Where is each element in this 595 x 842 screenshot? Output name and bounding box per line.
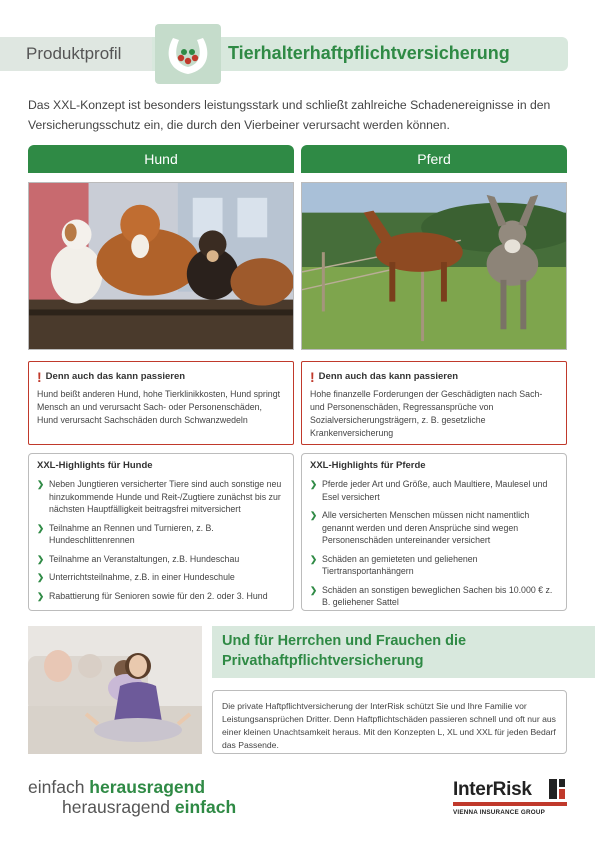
highlights-title: XXL-Highlights für Pferde [310, 460, 426, 471]
brand-bar [453, 802, 567, 806]
warning-icon: ! [37, 368, 42, 385]
family-photo [28, 626, 202, 754]
column-header-hund: Hund [28, 145, 294, 173]
dogs-photo [28, 182, 294, 350]
header-left-panel [0, 37, 152, 71]
column-header-pferd: Pferd [301, 145, 567, 173]
warning-text: Hohe finanzelle Forderungen der Geschädigten nach Sach- und Personenschäden, Regressansprüche von Sozialversicherungsträgern, z. B. gesetzliche Krankenversicherung [310, 389, 543, 438]
list-item: ❯ Unterrichtsteilnahme, z.B. in einer Hundeschule [37, 571, 285, 584]
brand-subtitle: VIENNA INSURANCE GROUP [453, 809, 545, 816]
private-text: Die private Haftpflichtversicherung der InterRisk schützt Sie und Ihre Familie vor Leistungsansprüchen Dritter. Denn Haftpflichtschäden passieren schnell und oft nur aus einer kleinen Unachtsamkeit heraus. Mit den Konzepten L, XL und XXL für jeden Bedarf das Passende. [212, 690, 567, 754]
interrisk-logo [453, 775, 573, 819]
slogan-line-1: einfach herausragend [28, 777, 206, 797]
list-item: ❯ Schäden an gemieteten und geliehenen Tiertransportanhängern [310, 553, 558, 578]
horses-photo [301, 182, 567, 350]
header-label: Produktprofil [26, 44, 122, 63]
horseshoe-logo-icon [155, 24, 221, 84]
highlights-list [310, 478, 558, 609]
warning-box-pferd [301, 361, 567, 445]
warning-title: Denn auch das kann passieren [45, 371, 186, 382]
list-item: ❯ Neben Jungtieren versicherter Tiere sind auch sonstige neu hinzukommende Hunde und Reit-/Zugtiere zunächst bis zur nächsten Hauptfälligkeit beitragsfrei mitversichert [37, 478, 285, 516]
private-section-header [212, 626, 595, 678]
slogan-line-2: herausragend einfach [62, 797, 237, 817]
warning-icon: ! [310, 368, 315, 385]
warning-box-hund [28, 361, 294, 445]
warning-text: Hund beißt anderen Hund, hohe Tierklinikkosten, Hund springt Mensch an und verursacht Sach- oder Personenschäden, Hund verursacht Sachschäden durch Schwanzwedeln [37, 389, 281, 425]
highlights-list [37, 478, 285, 602]
list-item: ❯ Teilnahme an Rennen und Turnieren, z. B. Hundeschlittenrennen [37, 522, 285, 547]
page-title: Tierhalterhaftpflichtversicherung [228, 43, 510, 63]
intro-paragraph: Das XXL-Konzept ist besonders leistungsstark und schließt zahlreiche Schadenereignisse in den Versicherungsschutz ein, die durch den Vierbeiner verursacht werden können. [28, 98, 551, 132]
warning-title: Denn auch das kann passieren [318, 371, 459, 382]
highlights-title: XXL-Highlights für Hunde [37, 460, 153, 471]
list-item: ❯ Pferde jeder Art und Größe, auch Maultiere, Maulesel und Esel versichert [310, 478, 558, 503]
list-item: ❯ Rabattierung für Senioren sowie für den 2. oder 3. Hund [37, 590, 285, 603]
brand-name: InterRisk [453, 779, 532, 800]
private-title: Und für Herrchen und Frauchen die Privathaftpflichtversicherung [222, 633, 467, 669]
list-item: ❯ Alle versicherten Menschen müssen nicht namentlich genannt werden und deren Ansprüche sind wegen Personenschäden untereinander versichert [310, 509, 558, 547]
highlights-box-hund [28, 453, 294, 611]
list-item: ❯ Schäden an sonstigen beweglichen Sachen bis 10.000 € z. B. geliehener Sattel [310, 584, 558, 609]
brand-mark-icon [549, 779, 565, 799]
list-item: ❯ Teilnahme an Veranstaltungen, z.B. Hundeschau [37, 553, 285, 566]
highlights-box-pferd [301, 453, 567, 611]
